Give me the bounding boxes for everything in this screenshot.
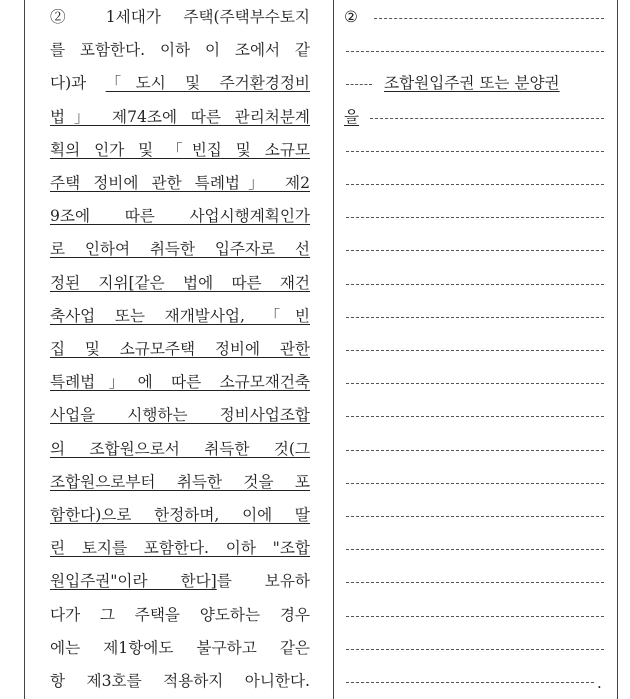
omission-dash-line bbox=[346, 184, 604, 185]
amended-text: 9조에 따른 사업시행계획인가 bbox=[50, 207, 310, 226]
omission-dash-line bbox=[346, 350, 604, 351]
provision-line: 다가 그 주택을 양도하는 경우 bbox=[50, 605, 310, 624]
provision-line: ② 1세대가 주택(주택부수토지 bbox=[50, 8, 310, 26]
omission-dash-line bbox=[346, 416, 604, 417]
provision-line bbox=[50, 405, 310, 429]
provision-line bbox=[50, 173, 310, 197]
omission-dash-line bbox=[370, 118, 604, 119]
omission-dash-line bbox=[346, 483, 604, 484]
omission-dash-line bbox=[346, 317, 604, 318]
provision-line bbox=[50, 107, 310, 131]
omission-dash-line bbox=[346, 549, 604, 550]
provision-line bbox=[50, 505, 310, 529]
amended-phrase: 조합원입주권 또는 분양권 bbox=[384, 74, 560, 93]
omission-dash-line bbox=[346, 217, 604, 218]
plain-text: 를 보유하 bbox=[216, 572, 310, 591]
amended-suffix: 을 bbox=[344, 107, 360, 126]
provision-line bbox=[50, 339, 310, 363]
amended-text: 주택 정비에 관한 특례법」 제2 bbox=[50, 174, 310, 192]
provision-line: 에는 제1항에도 불구하고 같은 bbox=[50, 638, 310, 657]
omission-dash-line bbox=[346, 51, 604, 52]
omission-dash-line bbox=[346, 682, 594, 683]
amended-text: 집 및 소규모주택 정비에 관한 bbox=[50, 340, 310, 358]
omission-dash-line bbox=[346, 516, 604, 517]
amended-text: 함한다)으로 한정하며, 이에 딸 bbox=[50, 506, 310, 524]
plain-text: 다)과 bbox=[50, 74, 106, 93]
provision-line bbox=[50, 472, 310, 496]
provision-line bbox=[50, 140, 310, 164]
omission-dash-line bbox=[346, 383, 604, 384]
column-divider bbox=[333, 0, 334, 699]
amended-text: 사업을 시행하는 정비사업조합 bbox=[50, 406, 310, 425]
amended-text: 법」 제74조에 따른 관리처분계 bbox=[50, 107, 310, 126]
provision-line bbox=[50, 73, 310, 97]
amended-text: 로 인하여 취득한 입주자로 선 bbox=[50, 240, 310, 259]
omission-dash-line bbox=[346, 84, 372, 85]
provision-line bbox=[50, 273, 310, 297]
amended-text: 축사업 또는 재개발사업, 「빈 bbox=[50, 306, 310, 325]
amended-text: 조합원으로부터 취득한 것을 포 bbox=[50, 472, 310, 491]
provision-line bbox=[50, 538, 310, 562]
omission-dash-line bbox=[346, 582, 604, 583]
amended-text: 의 조합원으로서 취득한 것(그 bbox=[50, 439, 310, 458]
omission-dash-line bbox=[346, 284, 604, 285]
provision-line: 를 포함한다. 이하 이 조에서 같 bbox=[50, 41, 310, 60]
provision-line bbox=[50, 206, 310, 230]
end-period: . bbox=[597, 674, 602, 692]
provision-line bbox=[50, 372, 310, 396]
amended-text: 원입주권"이라 한다] bbox=[50, 572, 217, 591]
provision-line bbox=[50, 571, 310, 595]
omission-dash-line bbox=[346, 151, 604, 152]
provision-line bbox=[50, 239, 310, 263]
omission-dash-line bbox=[346, 616, 604, 617]
amended-text: 특례법」에 따른 소규모재건축 bbox=[50, 373, 310, 392]
amended-text: 「도시 및 주거환경정비 bbox=[105, 74, 310, 93]
omission-dash-line bbox=[346, 250, 604, 251]
omission-dash-line bbox=[374, 18, 604, 19]
omission-dash-line bbox=[346, 649, 604, 650]
amended-text: 정된 지위[같은 법에 따른 재건 bbox=[50, 273, 310, 292]
omission-dash-line bbox=[346, 450, 604, 451]
paragraph-marker: ② bbox=[344, 8, 358, 26]
amended-text: 획의 인가 및 「빈집 및 소규모 bbox=[50, 140, 310, 159]
amended-text: 린 토지를 포함한다. 이하 "조합 bbox=[50, 539, 310, 558]
provision-line: 항 제3호를 적용하지 아니한다. bbox=[50, 672, 310, 690]
provision-line bbox=[50, 439, 310, 463]
provision-line bbox=[50, 306, 310, 330]
